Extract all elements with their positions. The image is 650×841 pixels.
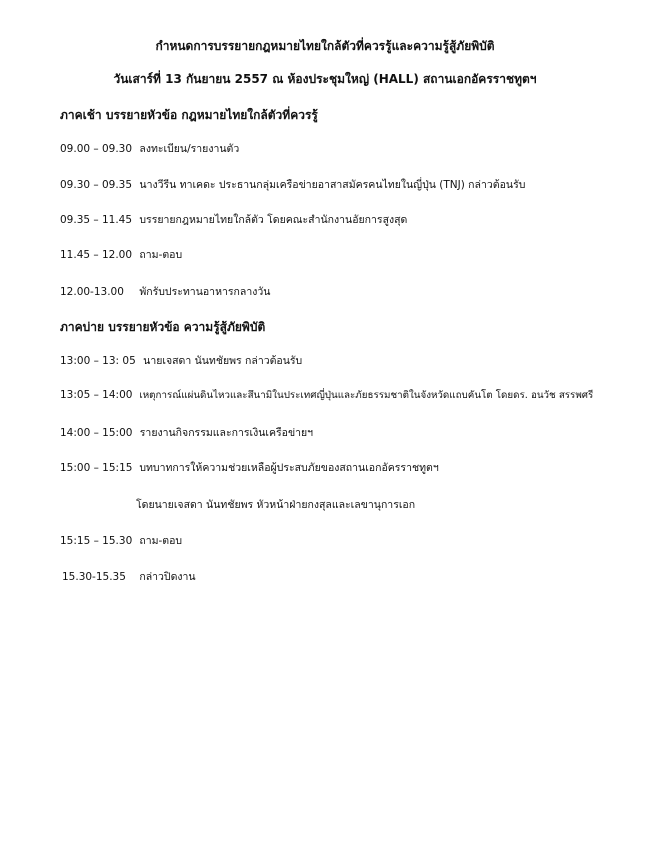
schedule-time: 14:00 – 15:00 bbox=[60, 427, 133, 439]
schedule-row bbox=[60, 246, 182, 263]
schedule-desc: รายงานกิจกรรมและการเงินเครือข่ายฯ bbox=[139, 427, 314, 439]
schedule-desc: บทบาทการให้ความช่วยเหลือผู้ประสบภัยของสถานเอกอัครราชทูตฯ bbox=[139, 462, 439, 474]
schedule-time: 15:00 – 15:15 bbox=[60, 462, 133, 474]
schedule-desc: นายเจสดา นันทชัยพร กล่าวต้อนรับ bbox=[143, 355, 303, 367]
schedule-time: 09.30 – 09.35 bbox=[60, 179, 133, 191]
schedule-time: 12.00-13.00 bbox=[60, 286, 124, 298]
document-title: กำหนดการบรรยายกฎหมายไทยใกล้ตัวที่ควรรู้และความรู้สู้ภัยพิบัติ bbox=[155, 39, 495, 53]
schedule-desc: พักรับประทานอาหารกลางวัน bbox=[139, 286, 271, 298]
schedule-desc: ถาม-ตอบ bbox=[139, 249, 183, 261]
schedule-row bbox=[60, 459, 439, 476]
schedule-row bbox=[60, 424, 313, 441]
schedule-desc: เหตุการณ์แผ่นดินไหวและสึนามิในประเทศญี่ปุ่นและภัยธรรมชาติในจังหวัดแถบคันโต โดยดร. อนวัช สรรพศรี bbox=[139, 390, 594, 401]
schedule-desc: นางวีรีน ทาเคดะ ประธานกลุ่มเครือข่ายอาสาสมัครคนไทยในญี่ปุ่น (TNJ) กล่าวต้อนรับ bbox=[139, 179, 526, 191]
schedule-time: 15.30-15.35 bbox=[62, 571, 126, 583]
schedule-time: 11.45 – 12.00 bbox=[60, 249, 133, 261]
schedule-time: 09.00 – 09.30 bbox=[60, 143, 133, 155]
document-subtitle: วันเสาร์ที่ 13 กันยายน 2557 ณ ห้องประชุมใหญ่ (HALL) สถานเอกอัครราชทูตฯ bbox=[113, 72, 537, 86]
schedule-row bbox=[60, 211, 407, 228]
schedule-desc: บรรยายกฎหมายไทยใกล้ตัว โดยคณะสำนักงานอัยการสูงสุด bbox=[139, 214, 408, 226]
schedule-desc: ลงทะเบียน/รายงานตัว bbox=[139, 143, 240, 155]
afternoon-heading: ภาคบ่าย บรรยายหัวข้อ ความรู้สู้ภัยพิบัติ bbox=[60, 320, 266, 334]
schedule-row bbox=[62, 568, 196, 585]
schedule-desc: ถาม-ตอบ bbox=[139, 535, 183, 547]
schedule-row bbox=[60, 283, 270, 300]
schedule-desc: กล่าวปิดงาน bbox=[139, 571, 196, 583]
morning-heading: ภาคเช้า บรรยายหัวข้อ กฎหมายไทยใกล้ตัวที่ควรรู้ bbox=[60, 108, 318, 122]
schedule-row bbox=[60, 532, 182, 549]
schedule-row bbox=[60, 140, 239, 157]
speaker-line: โดยนายเจสดา นันทชัยพร หัวหน้าฝ่ายกงสุลและเลขานุการเอก bbox=[136, 499, 416, 511]
schedule-time: 13:05 – 14:00 bbox=[60, 389, 133, 401]
schedule-time: 13:00 – 13: 05 bbox=[60, 355, 136, 367]
schedule-row bbox=[60, 352, 302, 369]
schedule-row bbox=[60, 388, 593, 403]
schedule-time: 09.35 – 11.45 bbox=[60, 214, 133, 226]
schedule-row bbox=[60, 176, 525, 193]
schedule-time: 15:15 – 15.30 bbox=[60, 535, 133, 547]
